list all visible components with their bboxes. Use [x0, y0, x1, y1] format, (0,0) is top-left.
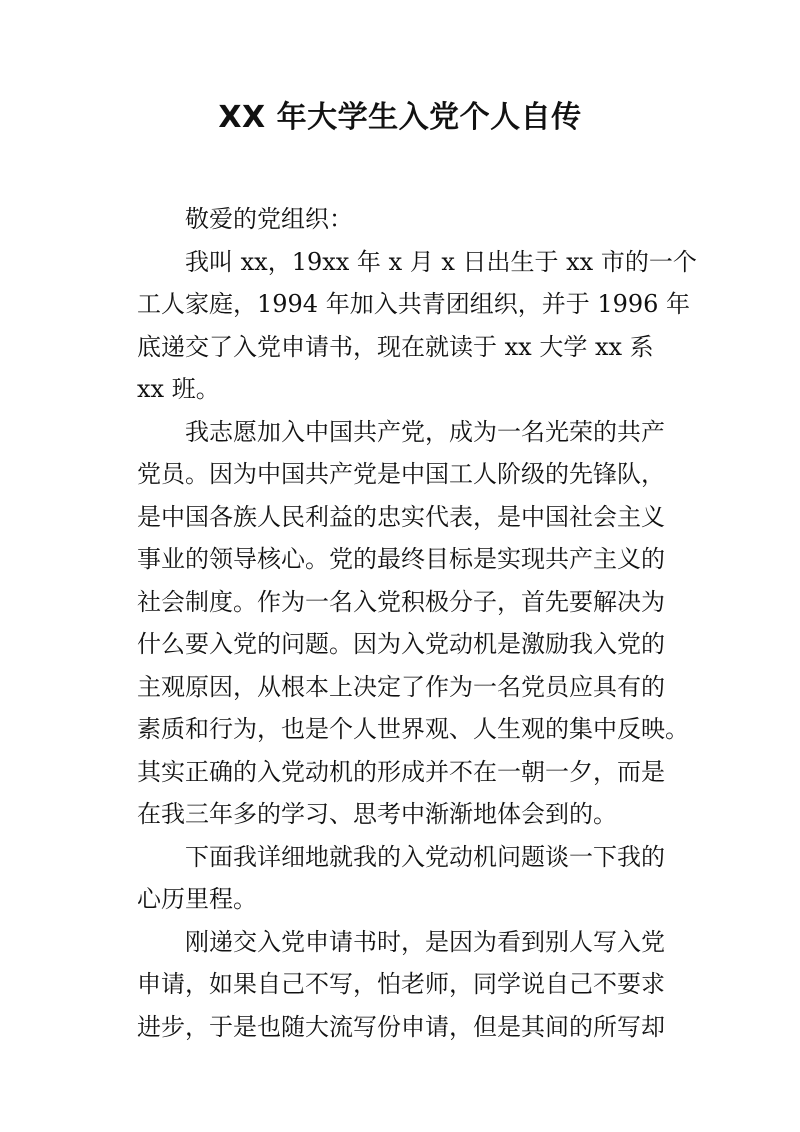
text-line: 申请，如果自己不写，怕老师，同学说自己不要求	[137, 970, 665, 998]
text-line: 党员。因为中国共产党是中国工人阶级的先锋队，	[137, 460, 665, 488]
text-line: 事业的领导核心。党的最终目标是实现共产主义的	[137, 545, 665, 573]
text-line: 素质和行为，也是个人世界观、人生观的集中反映。	[137, 715, 689, 743]
text-line: xx 班。	[137, 375, 220, 403]
text-line: 在我三年多的学习、思考中渐渐地体会到的。	[137, 800, 617, 828]
text-line: 主观原因，从根本上决定了作为一名党员应具有的	[137, 672, 665, 701]
text-line: 心历里程。	[137, 885, 257, 913]
text-line: 是中国各族人民利益的忠实代表，是中国社会主义	[137, 502, 665, 531]
text-line: 我志愿加入中国共产党，成为一名光荣的共产	[185, 417, 665, 446]
text-line: 下面我详细地就我的入党动机问题谈一下我的	[185, 842, 665, 871]
text-line: 我叫 xx，19xx 年 x 月 x 日出生于 xx 市的一个	[185, 247, 697, 276]
document-title: XX 年大学生入党个人自传	[218, 100, 582, 135]
text-line: 底递交了入党申请书，现在就读于 xx 大学 xx 系	[137, 332, 654, 361]
text-line: 社会制度。作为一名入党积极分子，首先要解决为	[137, 587, 665, 616]
text-line: 其实正确的入党动机的形成并不在一朝一夕，而是	[137, 757, 665, 786]
text-line: 刚递交入党申请书时，是因为看到别人写入党	[185, 927, 665, 956]
text-line: 工人家庭，1994 年加入共青团组织，并于 1996 年	[137, 290, 691, 318]
text-line: 什么要入党的问题。因为入党动机是激励我入党的	[137, 630, 665, 658]
text-line: 敬爱的党组织：	[185, 205, 353, 233]
text-line: 进步，于是也随大流写份申请，但是其间的所写却	[137, 1012, 665, 1041]
document-body	[137, 198, 697, 1048]
